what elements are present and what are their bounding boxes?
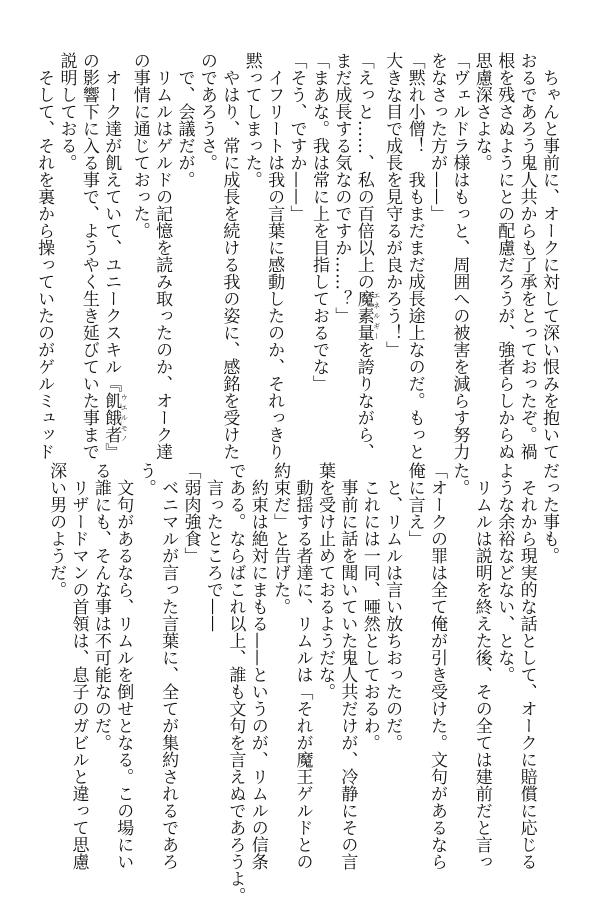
text-line: ような余裕などない、とな。 [494,462,515,683]
text-line: 文句があるなら、リムルを倒せとなる。この場にい [113,462,134,870]
text-line: 根を残さぬようにとの配慮だろうが、強者らしからぬ [494,52,515,460]
text-line: そして、それを裏から操っていたのがゲルミュッド [34,52,55,460]
text-line: 約束だ」と告げた。 [270,462,291,615]
ruby-kigasha: ウエルモノ [120,392,129,443]
text-line-with-ruby-kigasha: オーク達が飢えていて、ユニークスキル『飢餓者 ウエルモノ』 [101,52,129,460]
text-line: 動揺する者達に、リムルは「それが魔王ゲルドとの [292,462,313,870]
text-line: ベニマルが言った言葉に、全てが集約されるであろ [158,462,179,870]
text-line: 黙ってしまった。 [241,52,262,188]
text-line: の影響下に入る事で、ようやく生き延びていた事まで [78,52,99,460]
text-line: おるであろう鬼人共からも了承をとっておったぞ。禍 [516,52,537,460]
text-line: リザードマンの首領は、息子のガビルと違って思慮 [68,462,89,870]
text-line: 説明しておる。 [56,52,77,171]
text-line: 「弱肉強食」 [180,462,201,564]
text-line: 大きな目で成長を見守るが良かろう！」 [382,52,403,358]
text-line: う。 [135,462,156,496]
text-line: る誰にも、そんな事は不可能なのだ。 [90,462,111,751]
text-line: た。 [449,462,470,496]
text-line: 俺に言え」 [404,462,425,547]
text-line: ちゃんと事前に、オークに対して深い恨みを抱いて [539,52,559,460]
text-line: の事情に通じておった。 [129,52,150,239]
text-line: である。ならばこれ以上、誰も文句を言えぬであろうよ。 [225,462,246,904]
ruby-maso: エネルギー [372,290,381,341]
text-line: 深い男のようだ。 [46,462,67,598]
text-line: 「オークの罪は全て俺が引き受けた。文句があるなら [426,462,447,870]
text-line: 言ったところで—— [202,462,223,632]
upper-text-block [34,52,560,460]
text-line: と、リムルは言い放ちおったのだ。 [382,462,403,751]
text-line-with-ruby-maso: 「えっと……、私の百倍以上の魔素量 エネルギーを誇りながら、 [353,52,381,460]
text-line: のであろうさ。 [196,52,217,171]
text-line: まだ成長する気なのですか……？」 [331,52,352,324]
text-line: リムルはゲルドの記憶を読み取ったのか、オーク達 [152,52,173,460]
text-line: 「黙れ小僧！ 我もまだまだ成長途上なのだ。もっと [404,52,425,460]
text-line: やはり、常に成長を続ける我の姿に、感銘を受けた [219,52,240,460]
text-line: 「ヴェルドラ様はもっと、周囲への被害を減らす努力 [449,52,470,460]
text-line: イフリートは我の言葉に感動したのか、それっきり [264,52,285,460]
text-line: 葉を受け止めておるようだな。 [314,462,335,700]
text-line: で、会議だが。 [174,52,195,188]
text-line: 事前に話を聞いていた鬼人共だけが、冷静にその言 [337,462,358,870]
lower-text-block [46,462,560,904]
text-line: これには一同、唖然としておるわ。 [359,462,380,751]
text-line: 「そう、ですか——」 [286,52,307,222]
lower-text-columns [46,462,560,904]
upper-text-columns [34,52,560,460]
text-line: 「まあな。我は常に上を目指しておるでな」 [308,52,329,392]
text-line: それから現実的な話として、オークに賠償に応じる [516,462,537,870]
text-line: 思慮深さよな。 [471,52,492,171]
text-line: 約束は絶対にまもる——というのが、リムルの信条 [247,462,268,870]
text-line: をなさった方が——」 [426,52,447,222]
text-line: リムルは説明を終えた後、その全ては建前だと言っ [471,462,492,870]
text-line: だった事も。 [539,462,559,564]
